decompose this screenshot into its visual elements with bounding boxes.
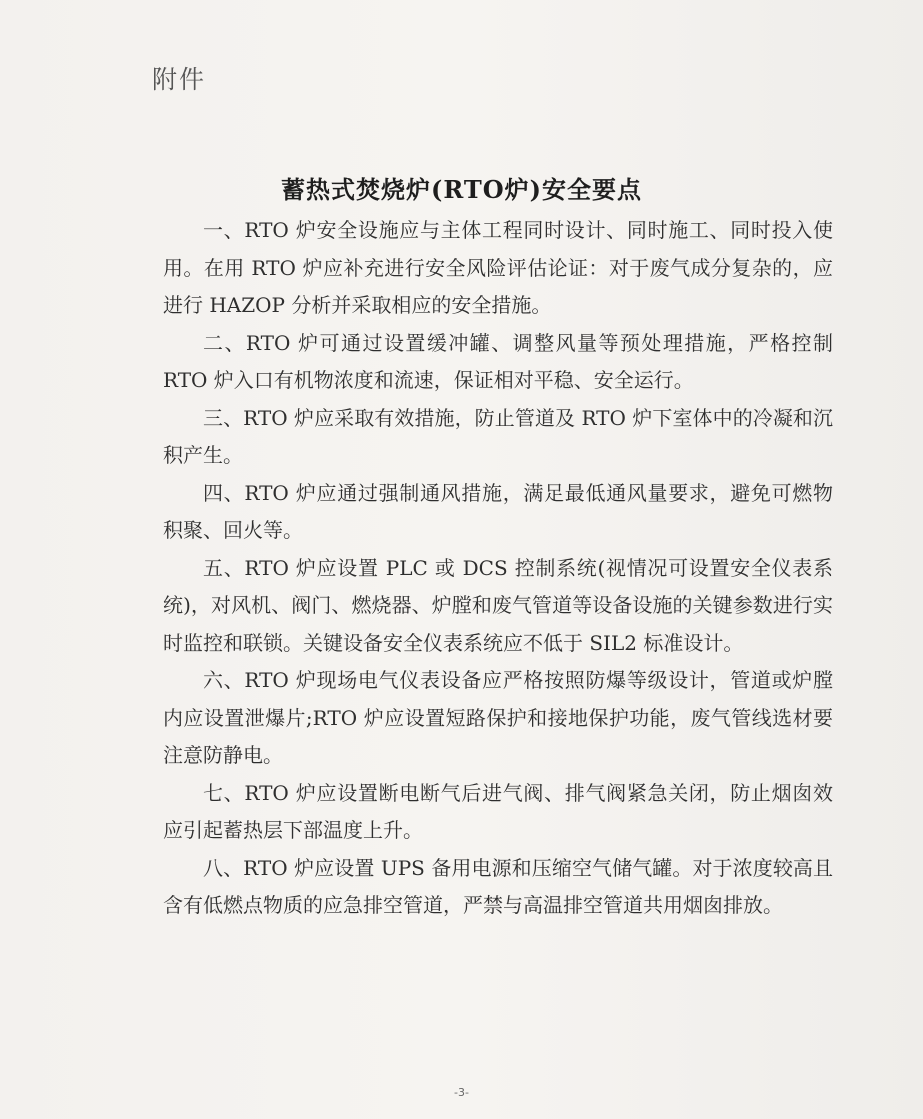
document-body [163,212,833,925]
attachment-label: 附件 [152,65,207,94]
paragraph: 二、RTO 炉可通过设置缓冲罐、调整风量等预处理措施，严格控制 RTO 炉入口有机物浓度和流速，保证相对平稳、安全运行。 [163,330,833,392]
paragraph: 七、RTO 炉应设置断电断气后进气阀、排气阀紧急关闭，防止烟囱效应引起蓄热层下部温度上升。 [163,780,833,842]
paragraph: 六、RTO 炉现场电气仪表设备应严格按照防爆等级设计，管道或炉膛内应设置泄爆片;RTO 炉应设置短路保护和接地保护功能，废气管线选材要注意防静电。 [163,668,833,767]
document-title: 蓄热式焚烧炉(RTO炉)安全要点 [281,175,642,204]
page-number: -3- [454,1086,469,1099]
paragraph: 一、RTO 炉安全设施应与主体工程同时设计、同时施工、同时投入使用。在用 RTO 炉应补充进行安全风险评估论证：对于废气成分复杂的，应进行 HAZOP 分析并采取相应的安全措施。 [163,218,833,317]
paragraph: 八、RTO 炉应设置 UPS 备用电源和压缩空气储气罐。对于浓度较高且含有低燃点物质的应急排空管道，严禁与高温排空管道共用烟囱排放。 [163,855,833,917]
paragraph: 四、RTO 炉应通过强制通风措施，满足最低通风量要求，避免可燃物积聚、回火等。 [163,480,833,542]
paragraph: 五、RTO 炉应设置 PLC 或 DCS 控制系统(视情况可设置安全仪表系统)，对风机、阀门、燃烧器、炉膛和废气管道等设备设施的关键参数进行实时监控和联锁。关键设备安全仪表系统应不低于 SIL2 标准设计。 [163,555,833,655]
paragraph: 三、RTO 炉应采取有效措施，防止管道及 RTO 炉下室体中的冷凝和沉积产生。 [163,405,833,467]
